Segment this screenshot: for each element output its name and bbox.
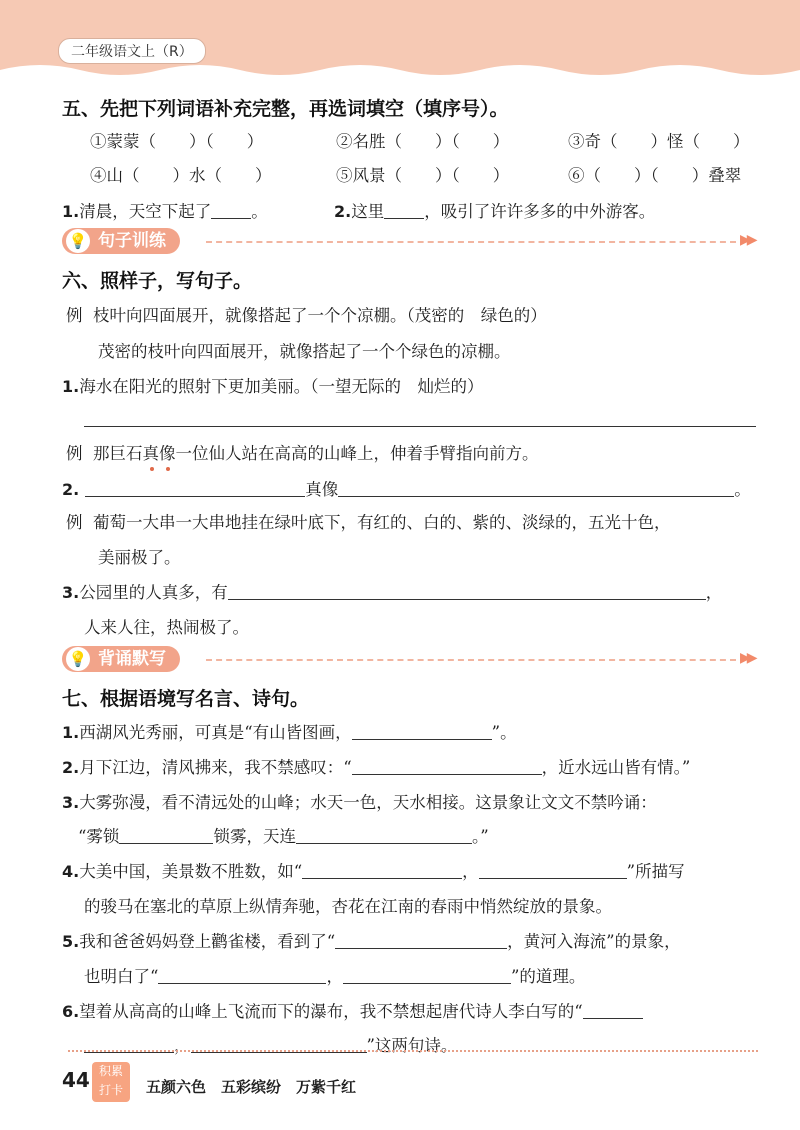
bulb-icon: 💡	[66, 647, 90, 671]
grade-label: 二年级语文上（R）	[58, 38, 206, 64]
poem-question-3: 3.大雾弥漫，看不清远处的山峰；水天一色，天水相接。这景象让文文不禁吟诵：	[62, 793, 657, 812]
question-number: 2.	[334, 202, 352, 221]
poem-question-6-line2: ， ”这两句诗。	[84, 1032, 457, 1056]
footer-vocabulary: 五颜六色 五彩缤纷 万紫千红	[146, 1078, 357, 1096]
question-number: 1.	[62, 723, 80, 742]
answer-blank[interactable]	[343, 967, 511, 984]
question-number: 2.	[62, 480, 80, 499]
answer-blank[interactable]	[296, 827, 472, 844]
example-tag: 例	[66, 306, 83, 325]
question-number: 3.	[62, 583, 80, 602]
footer-divider	[68, 1050, 758, 1052]
example-2: 例 那巨石真像一位仙人站在高高的山峰上，伸着手臂指向前方。	[66, 440, 539, 464]
section5-title: 五、先把下列词语补充完整，再选词填空（填序号）。	[62, 98, 509, 120]
dashed-divider	[206, 659, 736, 661]
question-number: 2.	[62, 758, 80, 777]
answer-blank[interactable]	[583, 1002, 643, 1019]
example-1: 例 枝叶向四面展开，就像搭起了一个个凉棚。（茂密的 绿色的）	[66, 306, 547, 325]
answer-blank[interactable]	[302, 862, 462, 879]
answer-blank[interactable]	[211, 202, 251, 219]
section-tab-sentence-training: 💡 句子训练	[62, 228, 180, 254]
bulb-icon: 💡	[66, 229, 90, 253]
answer-blank[interactable]	[85, 480, 305, 497]
fill-question-1: 1.清晨，天空下起了 。	[62, 202, 268, 221]
question-number: 3.	[62, 793, 80, 812]
answer-blank[interactable]	[335, 932, 507, 949]
answer-blank[interactable]	[338, 480, 734, 497]
rewrite-question-1: 1.海水在阳光的照射下更加美丽。（一望无际的 灿烂的）	[62, 377, 484, 396]
answer-blank[interactable]	[158, 967, 326, 984]
arrow-icon: ▶▶	[740, 650, 754, 666]
question-number: 4.	[62, 862, 80, 881]
poem-question-6: 6.望着从高高的山峰上飞流而下的瀑布，我不禁想起唐代诗人李白写的“	[62, 998, 643, 1022]
example-1-answer: 茂密的枝叶向四面展开，就像搭起了一个个绿色的凉棚。	[98, 342, 511, 361]
poem-question-1: 1.西湖风光秀丽，可真是“有山皆图画， ”。	[62, 723, 517, 742]
dashed-divider	[206, 241, 736, 243]
example-3: 例 葡萄一大串一大串地挂在绿叶底下，有红的、白的、紫的、淡绿的，五光十色，	[66, 513, 671, 532]
rewrite-question-3: 3.公园里的人真多，有 ，	[62, 583, 723, 602]
answer-blank[interactable]	[352, 758, 542, 775]
question-number: 6.	[62, 1002, 80, 1021]
page-number: 44	[62, 1068, 90, 1092]
poem-question-4-line2: 的骏马在塞北的草原上纵情奔驰，杏花在江南的春雨中悄然绽放的景象。	[84, 897, 612, 916]
answer-blank[interactable]	[384, 202, 424, 219]
poem-question-5: 5.我和爸爸妈妈登上鹳雀楼，看到了“ ，黄河入海流”的景象，	[62, 932, 681, 951]
arrow-icon: ▶▶	[740, 232, 754, 248]
answer-line[interactable]	[84, 426, 756, 427]
word-item-3: ③奇（ ）怪（ ）	[568, 132, 750, 151]
word-item-5: ⑤风景（ ）（ ）	[336, 166, 510, 185]
rewrite-question-3-line2: 人来人往，热闹极了。	[84, 618, 249, 637]
word-item-2: ②名胜（ ）（ ）	[336, 132, 510, 151]
answer-blank[interactable]	[228, 583, 706, 600]
emphasis-dot-char: 像	[159, 440, 176, 464]
example-tag: 例	[66, 513, 83, 532]
section6-title: 六、照样子，写句子。	[62, 270, 253, 292]
accumulate-badge: 积累 打卡	[92, 1062, 130, 1102]
emphasis-dot-char: 真	[143, 440, 160, 464]
poem-question-3-line2: “雾锁 锁雾，天连 。”	[78, 827, 489, 846]
poem-question-4: 4.大美中国，美景数不胜数，如“ ， ”所描写	[62, 862, 685, 881]
answer-blank[interactable]	[352, 723, 492, 740]
example-3-line2: 美丽极了。	[98, 548, 181, 567]
word-item-1: ①蒙蒙（ ）（ ）	[90, 132, 264, 151]
question-number: 1.	[62, 202, 80, 221]
word-item-4: ④山（ ）水（ ）	[90, 166, 272, 185]
section-tab-recite-dictation: 💡 背诵默写	[62, 646, 180, 672]
answer-blank[interactable]	[119, 827, 213, 844]
question-number: 5.	[62, 932, 80, 951]
section7-title: 七、根据语境写名言、诗句。	[62, 688, 310, 710]
fill-question-2: 2.这里 ，吸引了许许多多的中外游客。	[334, 202, 656, 221]
rewrite-question-2: 2. 真像 。	[62, 480, 751, 499]
poem-question-2: 2.月下江边，清风拂来，我不禁感叹：“ ，近水远山皆有情。”	[62, 758, 691, 777]
example-tag: 例	[66, 444, 83, 463]
poem-question-5-line2: 也明白了“ ， ”的道理。	[84, 967, 586, 986]
word-item-6: ⑥（ ）（ ）叠翠	[568, 166, 742, 185]
question-number: 1.	[62, 377, 80, 396]
answer-blank[interactable]	[479, 862, 627, 879]
